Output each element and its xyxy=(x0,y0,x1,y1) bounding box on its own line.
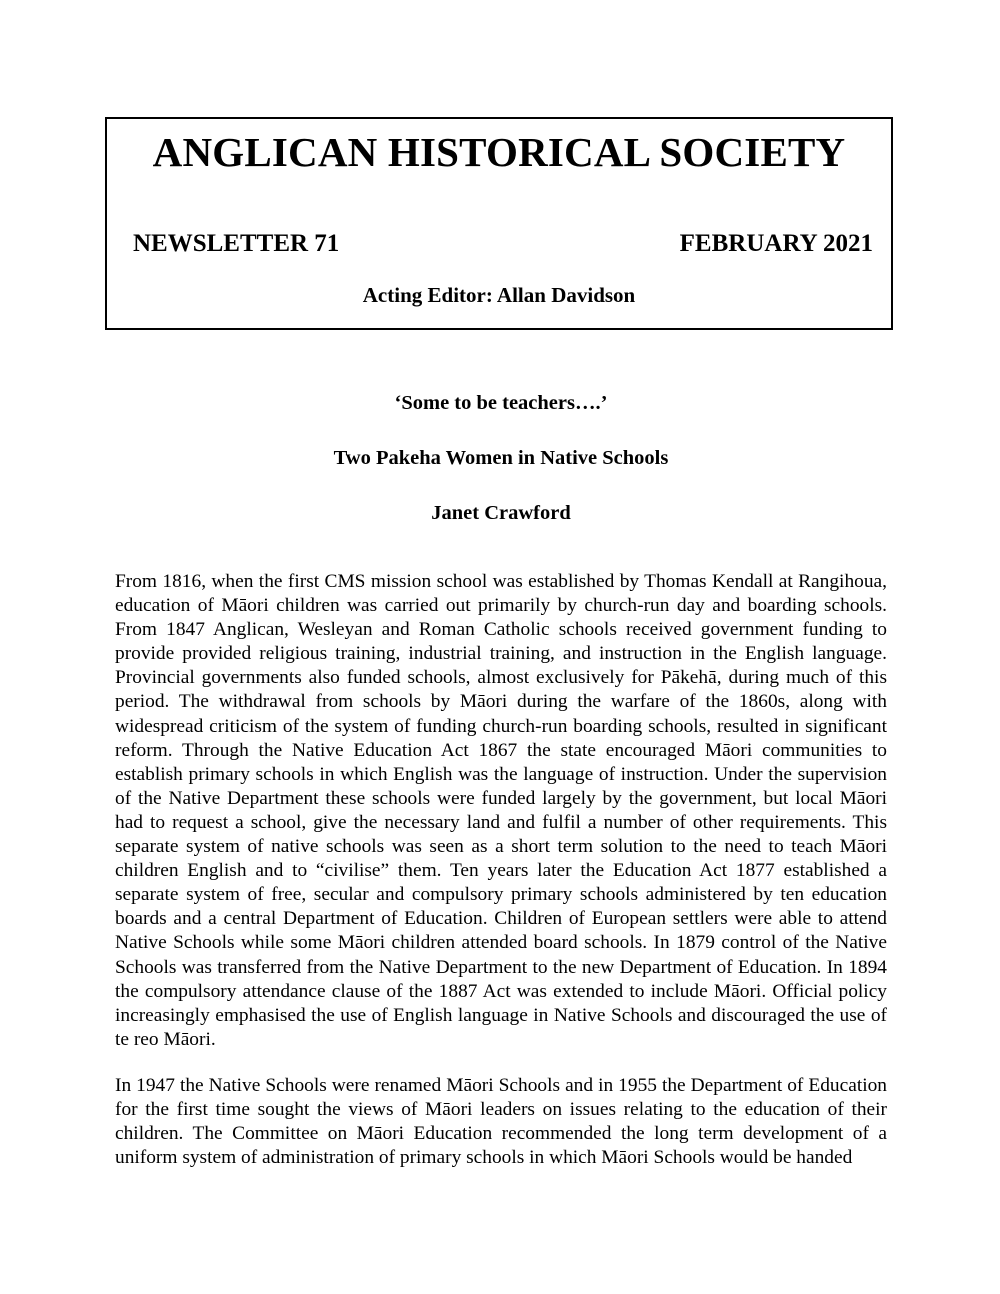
editor-credit: Acting Editor: Allan Davidson xyxy=(362,283,636,307)
masthead-box xyxy=(105,117,893,330)
article-subtitle: Two Pakeha Women in Native Schools xyxy=(333,447,669,469)
newsletter-number: NEWSLETTER 71 xyxy=(133,230,340,257)
masthead-content xyxy=(107,119,891,328)
body-paragraph: From 1816, when the first CMS mission school was established by Thomas Kendall at Rangihoua, education of Māori children was carried out primarily by church-run day and boarding schools. From 1847 Anglican, Wesleyan and Roman Catholic schools received government funding to provide provided religious training, industrial training, and instruction in the English language. Provincial governments also funded schools, almost exclusively for Pākehā, during much of this period. The withdrawal from schools by Māori during the warfare of the 1860s, along with widespread criticism of the system of funding church-run boarding schools, resulted in significant reform. Through the Native Education Act 1867 the state encouraged Māori communities to establish primary schools in which English was the language of instruction. Under the supervision of the Native Department these schools were funded largely by the government, but local Māori had to request a school, give the necessary land and fulfil a number of other requirements. This separate system of native schools was seen as a short term solution to the need to teach Māori children English and to “civilise” them. Ten years later the Education Act 1877 established a separate system of free, secular and compulsory primary schools administered by ten education boards and a central Department of Education. Children of European settlers were able to attend Native Schools while some Māori children attended board schools. In 1879 control of the Native Schools was transferred from the Native Department to the new Department of Education. In 1894 the compulsory attendance clause of the 1887 Act was extended to include Māori. Official policy increasingly emphasised the use of English language in Native Schools and discouraged the use of te reo Māori. xyxy=(115,571,887,1050)
article-heading xyxy=(115,390,887,526)
issue-date: FEBRUARY 2021 xyxy=(679,230,873,257)
article-body xyxy=(115,570,887,1170)
organisation-title: ANGLICAN HISTORICAL SOCIETY xyxy=(152,129,846,175)
masthead-issue-row xyxy=(133,229,873,259)
body-paragraph: In 1947 the Native Schools were renamed Māori Schools and in 1955 the Department of Education for the first time sought the views of Māori leaders on issues relating to the education of their children. The Committee on Māori Education recommended the long term development of a uniform system of administration of primary schools in which Māori Schools would be handed xyxy=(115,1074,887,1169)
article-quote-title: ‘Some to be teachers….’ xyxy=(394,392,608,414)
article-author: Janet Crawford xyxy=(431,502,571,524)
